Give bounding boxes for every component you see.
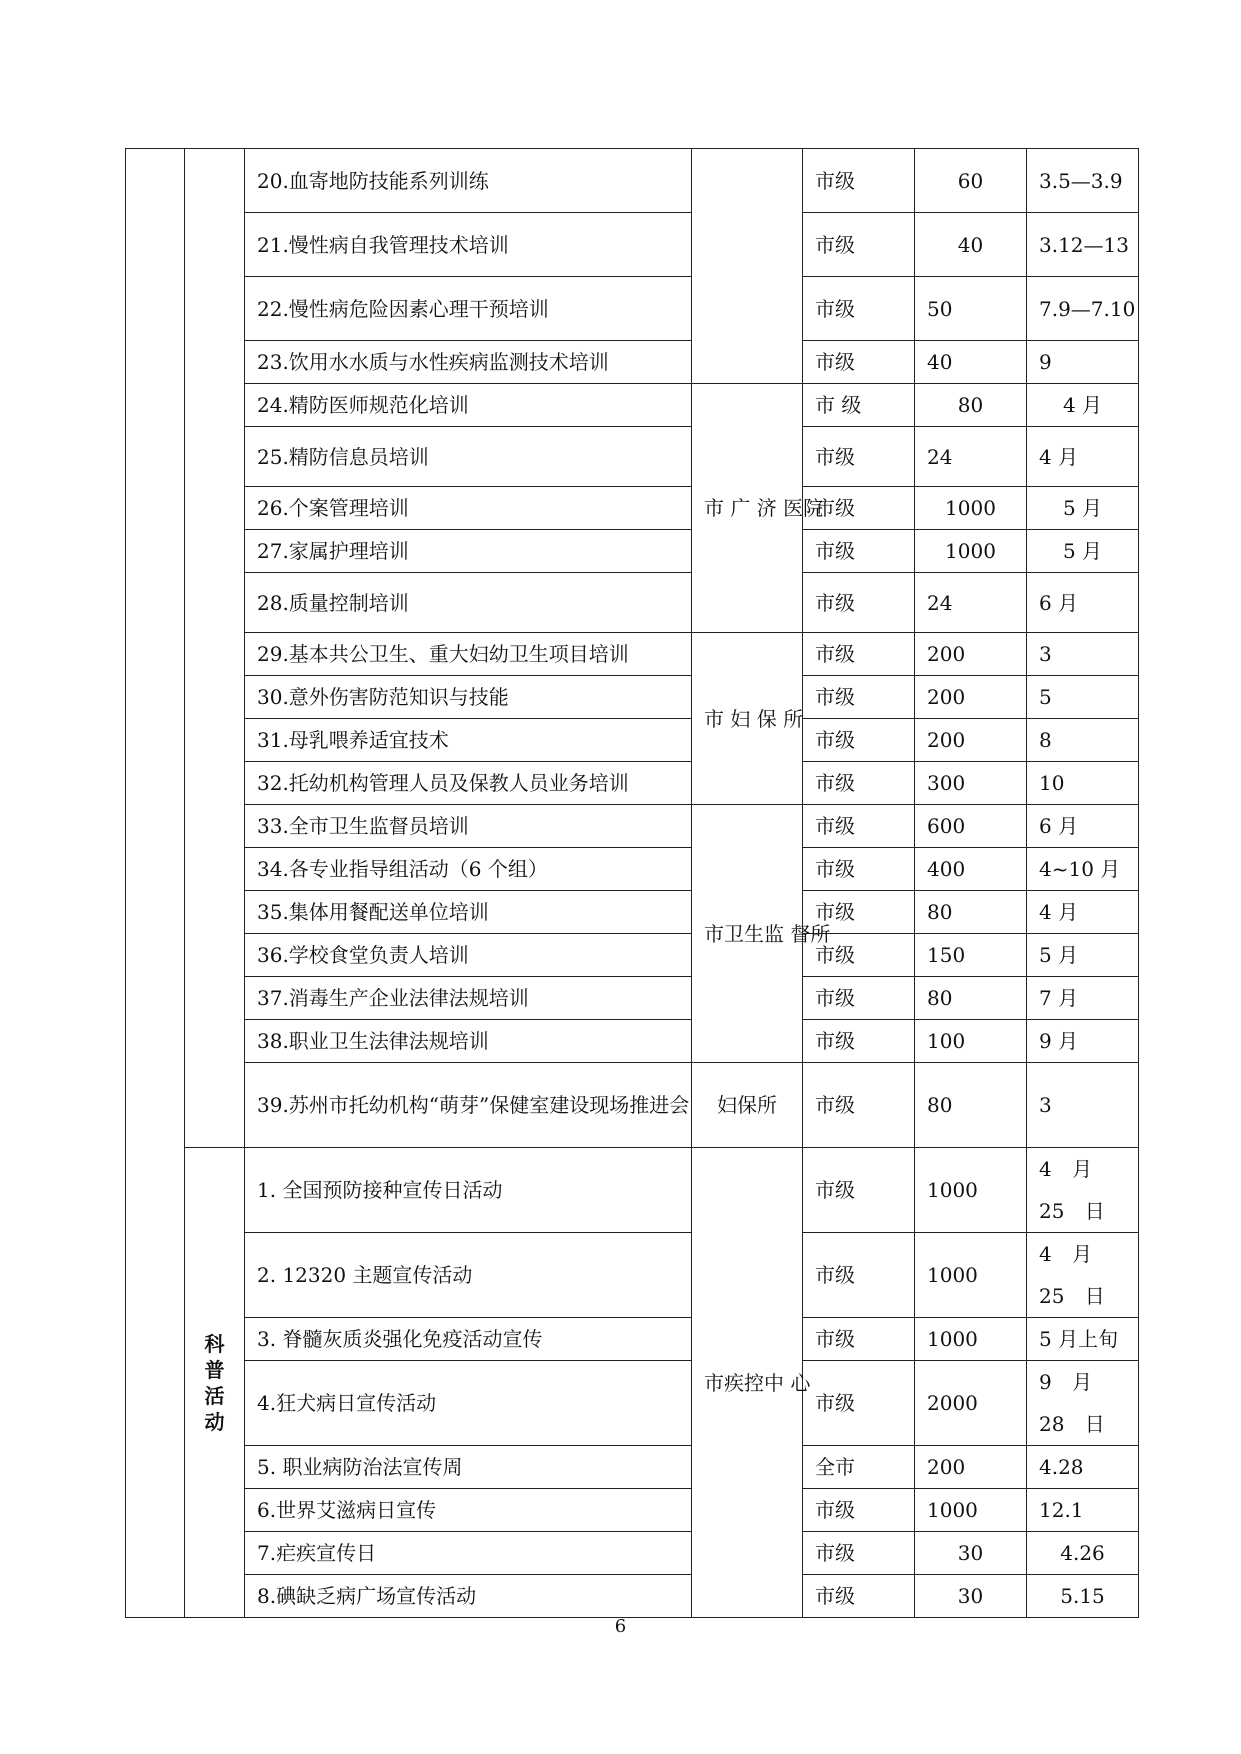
category-label-text: 科普活动: [204, 1331, 225, 1434]
blank-cell: [126, 149, 185, 1618]
item-cell: 32.托幼机构管理人员及保教人员业务培训: [245, 762, 692, 805]
time-cell: 9: [1027, 341, 1139, 384]
item-cell: 34.各专业指导组活动（6 个组）: [245, 848, 692, 891]
time-cell: 4~10 月: [1027, 848, 1139, 891]
level-cell: 市 级: [803, 384, 915, 427]
unit-cell: 市卫生监 督所: [692, 805, 803, 1063]
level-cell: 市级: [803, 149, 915, 213]
table-row: [126, 1148, 1139, 1233]
item-cell: 27.家属护理培训: [245, 530, 692, 573]
item-cell: 36.学校食堂负责人培训: [245, 934, 692, 977]
table-row: [126, 530, 1139, 573]
time-cell: 5: [1027, 676, 1139, 719]
unit-cell: 市 广 济 医院: [692, 384, 803, 633]
time-cell: 5 月: [1027, 934, 1139, 977]
count-cell: 600: [915, 805, 1027, 848]
time-cell: 3: [1027, 633, 1139, 676]
level-cell: 市级: [803, 848, 915, 891]
level-cell: 市级: [803, 719, 915, 762]
time-cell: 4.28: [1027, 1446, 1139, 1489]
table-row: [126, 676, 1139, 719]
time-cell: 12.1: [1027, 1489, 1139, 1532]
level-cell: 市级: [803, 1489, 915, 1532]
count-cell: 40: [915, 341, 1027, 384]
time-cell: 9 月: [1027, 1020, 1139, 1063]
level-cell: 市级: [803, 1148, 915, 1233]
plan-table-body: [126, 149, 1139, 1618]
time-cell: 4 月: [1027, 384, 1139, 427]
item-cell: 8.碘缺乏病广场宣传活动: [245, 1575, 692, 1618]
count-cell: 300: [915, 762, 1027, 805]
item-cell: 38.职业卫生法律法规培训: [245, 1020, 692, 1063]
level-cell: 市级: [803, 530, 915, 573]
item-cell: 33.全市卫生监督员培训: [245, 805, 692, 848]
level-cell: 市级: [803, 1575, 915, 1618]
count-cell: 200: [915, 633, 1027, 676]
table-row: [126, 1233, 1139, 1318]
count-cell: 50: [915, 277, 1027, 341]
item-cell: 26.个案管理培训: [245, 487, 692, 530]
level-cell: 市级: [803, 341, 915, 384]
unit-cell: 妇保所: [692, 1063, 803, 1148]
item-cell: 37.消毒生产企业法律法规培训: [245, 977, 692, 1020]
item-cell: 23.饮用水水质与水性疾病监测技术培训: [245, 341, 692, 384]
item-cell: 6.世界艾滋病日宣传: [245, 1489, 692, 1532]
time-cell: 10: [1027, 762, 1139, 805]
item-cell: 30.意外伤害防范知识与技能: [245, 676, 692, 719]
count-cell: 30: [915, 1532, 1027, 1575]
level-cell: 市级: [803, 1233, 915, 1318]
level-cell: 市级: [803, 213, 915, 277]
count-cell: 1000: [915, 1318, 1027, 1361]
level-cell: 市级: [803, 633, 915, 676]
level-cell: 市级: [803, 1063, 915, 1148]
level-cell: 全市: [803, 1446, 915, 1489]
time-cell: 9 月 28 日: [1027, 1361, 1139, 1446]
count-cell: 200: [915, 719, 1027, 762]
unit-cell: 市疾控中 心: [692, 1148, 803, 1618]
time-cell: 5.15: [1027, 1575, 1139, 1618]
count-cell: 1000: [915, 1489, 1027, 1532]
level-cell: 市级: [803, 762, 915, 805]
time-cell: 4 月 25 日: [1027, 1148, 1139, 1233]
count-cell: 150: [915, 934, 1027, 977]
item-cell: 24.精防医师规范化培训: [245, 384, 692, 427]
level-cell: 市级: [803, 573, 915, 633]
table-row: [126, 633, 1139, 676]
time-cell: 4.26: [1027, 1532, 1139, 1575]
time-cell: 7 月: [1027, 977, 1139, 1020]
table-row: [126, 1318, 1139, 1361]
time-cell: 7.9—7.10: [1027, 277, 1139, 341]
level-cell: 市级: [803, 487, 915, 530]
table-row: [126, 1020, 1139, 1063]
table-row: [126, 719, 1139, 762]
item-cell: 1. 全国预防接种宣传日活动: [245, 1148, 692, 1233]
table-row: [126, 1361, 1139, 1446]
item-cell: 2. 12320 主题宣传活动: [245, 1233, 692, 1318]
count-cell: 1000: [915, 487, 1027, 530]
item-cell: 25.精防信息员培训: [245, 427, 692, 487]
time-cell: 5 月: [1027, 487, 1139, 530]
table-row: [126, 1575, 1139, 1618]
time-cell: 3.5—3.9: [1027, 149, 1139, 213]
blank-category-cell: [185, 149, 245, 1148]
table-row: [126, 848, 1139, 891]
table-row: [126, 1489, 1139, 1532]
count-cell: 80: [915, 977, 1027, 1020]
item-cell: 20.血寄地防技能系列训练: [245, 149, 692, 213]
level-cell: 市级: [803, 805, 915, 848]
level-cell: 市级: [803, 1318, 915, 1361]
item-cell: 35.集体用餐配送单位培训: [245, 891, 692, 934]
time-cell: 8: [1027, 719, 1139, 762]
table-row: [126, 487, 1139, 530]
time-cell: 5 月上旬: [1027, 1318, 1139, 1361]
count-cell: 40: [915, 213, 1027, 277]
time-cell: 5 月: [1027, 530, 1139, 573]
level-cell: 市级: [803, 977, 915, 1020]
table-row: [126, 341, 1139, 384]
count-cell: 80: [915, 891, 1027, 934]
item-cell: 31.母乳喂养适宜技术: [245, 719, 692, 762]
unit-cell: 市 妇 保 所: [692, 633, 803, 805]
count-cell: 200: [915, 676, 1027, 719]
table-row: [126, 977, 1139, 1020]
count-cell: 24: [915, 573, 1027, 633]
count-cell: 1000: [915, 530, 1027, 573]
item-cell: 22.慢性病危险因素心理干预培训: [245, 277, 692, 341]
count-cell: 24: [915, 427, 1027, 487]
item-cell: 28.质量控制培训: [245, 573, 692, 633]
category-label: [185, 1148, 245, 1618]
item-cell: 7.疟疾宣传日: [245, 1532, 692, 1575]
table-row: [126, 934, 1139, 977]
count-cell: 80: [915, 1063, 1027, 1148]
count-cell: 1000: [915, 1148, 1027, 1233]
table-row: [126, 762, 1139, 805]
table-row: [126, 149, 1139, 213]
item-cell: 29.基本共公卫生、重大妇幼卫生项目培训: [245, 633, 692, 676]
time-cell: 3: [1027, 1063, 1139, 1148]
time-cell: 6 月: [1027, 573, 1139, 633]
table-row: [126, 891, 1139, 934]
table-row: [126, 277, 1139, 341]
count-cell: 80: [915, 384, 1027, 427]
level-cell: 市级: [803, 676, 915, 719]
time-cell: 4 月: [1027, 891, 1139, 934]
table-row: [126, 427, 1139, 487]
item-cell: 21.慢性病自我管理技术培训: [245, 213, 692, 277]
count-cell: 2000: [915, 1361, 1027, 1446]
table-row: [126, 384, 1139, 427]
table-row: [126, 1446, 1139, 1489]
count-cell: 100: [915, 1020, 1027, 1063]
table-row: [126, 805, 1139, 848]
time-cell: 4 月 25 日: [1027, 1233, 1139, 1318]
item-cell: 39.苏州市托幼机构“萌芽”保健室建设现场推进会: [245, 1063, 692, 1148]
count-cell: 30: [915, 1575, 1027, 1618]
page-number: 6: [614, 1616, 627, 1637]
table-row: [126, 1063, 1139, 1148]
time-cell: 4 月: [1027, 427, 1139, 487]
table-row: [126, 573, 1139, 633]
count-cell: 60: [915, 149, 1027, 213]
count-cell: 200: [915, 1446, 1027, 1489]
table-row: [126, 213, 1139, 277]
item-cell: 5. 职业病防治法宣传周: [245, 1446, 692, 1489]
level-cell: 市级: [803, 934, 915, 977]
count-cell: 400: [915, 848, 1027, 891]
level-cell: 市级: [803, 1020, 915, 1063]
item-cell: 3. 脊髓灰质炎强化免疫活动宣传: [245, 1318, 692, 1361]
level-cell: 市级: [803, 1532, 915, 1575]
item-cell: 4.狂犬病日宣传活动: [245, 1361, 692, 1446]
level-cell: 市级: [803, 277, 915, 341]
level-cell: 市级: [803, 1361, 915, 1446]
count-cell: 1000: [915, 1233, 1027, 1318]
level-cell: 市级: [803, 891, 915, 934]
table-row: [126, 1532, 1139, 1575]
plan-table: [125, 148, 1139, 1618]
time-cell: 3.12—13: [1027, 213, 1139, 277]
time-cell: 6 月: [1027, 805, 1139, 848]
unit-cell: [692, 149, 803, 384]
level-cell: 市级: [803, 427, 915, 487]
